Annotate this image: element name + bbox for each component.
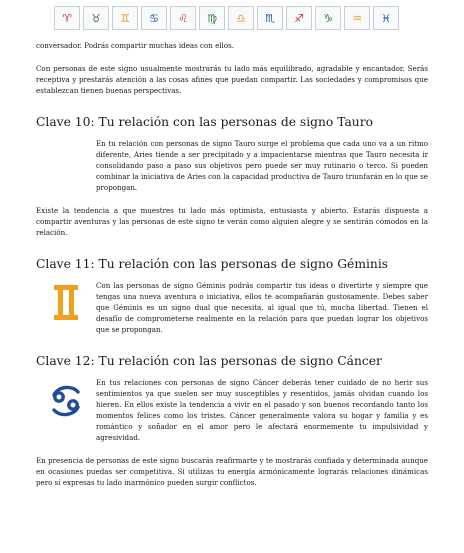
intro-paragraph-2: Con personas de este signo usualmente mostrarás tu lado más equilibrado, agradable y encantador. Serás receptiva y prestarás atención a las cosas afines que puedan compartir. Las sociedades y compromisos que establezcan tienen buenas perspectivas. [36, 64, 428, 95]
zodiac-nav-bar [54, 6, 399, 30]
section-heading-tauro: Clave 10: Tu relación con las personas de signo Tauro [36, 115, 374, 129]
zodiac-button-pisces[interactable] [373, 6, 399, 30]
aquarius-icon: ♒ [352, 11, 362, 25]
scorpio-icon: ♏ [265, 11, 275, 25]
cancer-icon: ♋ [149, 11, 159, 25]
sagittarius-icon: ♐ [294, 11, 304, 25]
taurus-icon: ♉ [91, 11, 101, 25]
section-tauro-body: En tu relación con personas de signo Tauro surge el problema que cada uno va a un ritmo diferente, Aries tiende a ser precipitado y a impacientarse mientras que Tauro necesita ir consolidando paso a paso sus objetivos pero puede ser muy rutinario o terco. Si pueden combinar la iniciativa de Aries con la capacidad productiva de Tauro triunfarán en lo que se propongan. [96, 139, 428, 192]
capricorn-icon: ♑ [323, 11, 333, 25]
pisces-icon: ♓ [381, 11, 391, 25]
section-cancer-body: En tus relaciones con personas de signo Cáncer deberás tener cuidado de no herir sus sentimientos ya que suelen ser muy susceptibles y resentidos, jamás olvidan cuando los hieren. En ellos existe la tendencia a vivir en el pasado y son buenos recordando tanto los momentos felices como los tristes. Cáncer generalmente valora su hogar y familia y es romántico y soñador en el amor pero le afectará enormemente tu impulsividad y agresividad. [96, 378, 428, 442]
intro-paragraph-1: conversador. Podrás compartir muchas ideas con ellos. [36, 41, 234, 50]
zodiac-button-aries[interactable] [54, 6, 80, 30]
zodiac-button-libra[interactable] [228, 6, 254, 30]
zodiac-button-aquarius[interactable] [344, 6, 370, 30]
section-heading-cancer: Clave 12: Tu relación con las personas de signo Cáncer [36, 354, 382, 368]
section-cancer [36, 377, 428, 443]
zodiac-button-sagittarius[interactable] [286, 6, 312, 30]
section-heading-geminis: Clave 11: Tu relación con las personas de signo Géminis [36, 257, 389, 271]
section-geminis [36, 280, 428, 335]
section-cancer-after: En presencia de personas de este signo buscarás reafirmarte y te mostrarás confiada y determinada aunque en ocasiones puedas ser competitiva. Si utilizas tu energía armónicamente lograrás relaciones dinámicas pero si expresas tu lado inarmónico pueden surgir conflictos. [36, 456, 428, 487]
section-geminis-body: Con las personas de signo Géminis podrás compartir tus ideas o divertirte y siempre que tengas una nueva aventura o iniciativa, ellos te acompañarán gustosamente. Debes saber que Géminis es un signo dual que necesita, al igual que tú, mucha libertad. Tienen el desafío de comprometerse realmente en la relación para que puedan lograr los objetivos que se propongan. [96, 281, 428, 334]
zodiac-button-scorpio[interactable] [257, 6, 283, 30]
gemini-icon [50, 282, 82, 322]
zodiac-button-cancer[interactable] [141, 6, 167, 30]
virgo-icon: ♍ [207, 11, 217, 25]
leo-icon: ♌ [178, 11, 188, 25]
zodiac-button-leo[interactable] [170, 6, 196, 30]
zodiac-button-virgo[interactable] [199, 6, 225, 30]
libra-icon: ♎ [236, 11, 246, 25]
zodiac-button-taurus[interactable] [83, 6, 109, 30]
aries-icon: ♈ [62, 11, 72, 25]
gemini-icon: ♊ [120, 11, 130, 25]
zodiac-button-capricorn[interactable] [315, 6, 341, 30]
document-page [36, 40, 428, 488]
taurus-icon [50, 142, 82, 182]
section-tauro-after: Existe la tendencia a que muestres tu lado más optimista, entusiasta y abierto. Estarás dispuesta a compartir aventuras y las personas de este signo te verán como alguien alegre y se sentirán cómodos en la relación. [36, 206, 428, 237]
cancer-icon [50, 381, 82, 421]
section-tauro [36, 138, 428, 193]
zodiac-button-gemini[interactable] [112, 6, 138, 30]
